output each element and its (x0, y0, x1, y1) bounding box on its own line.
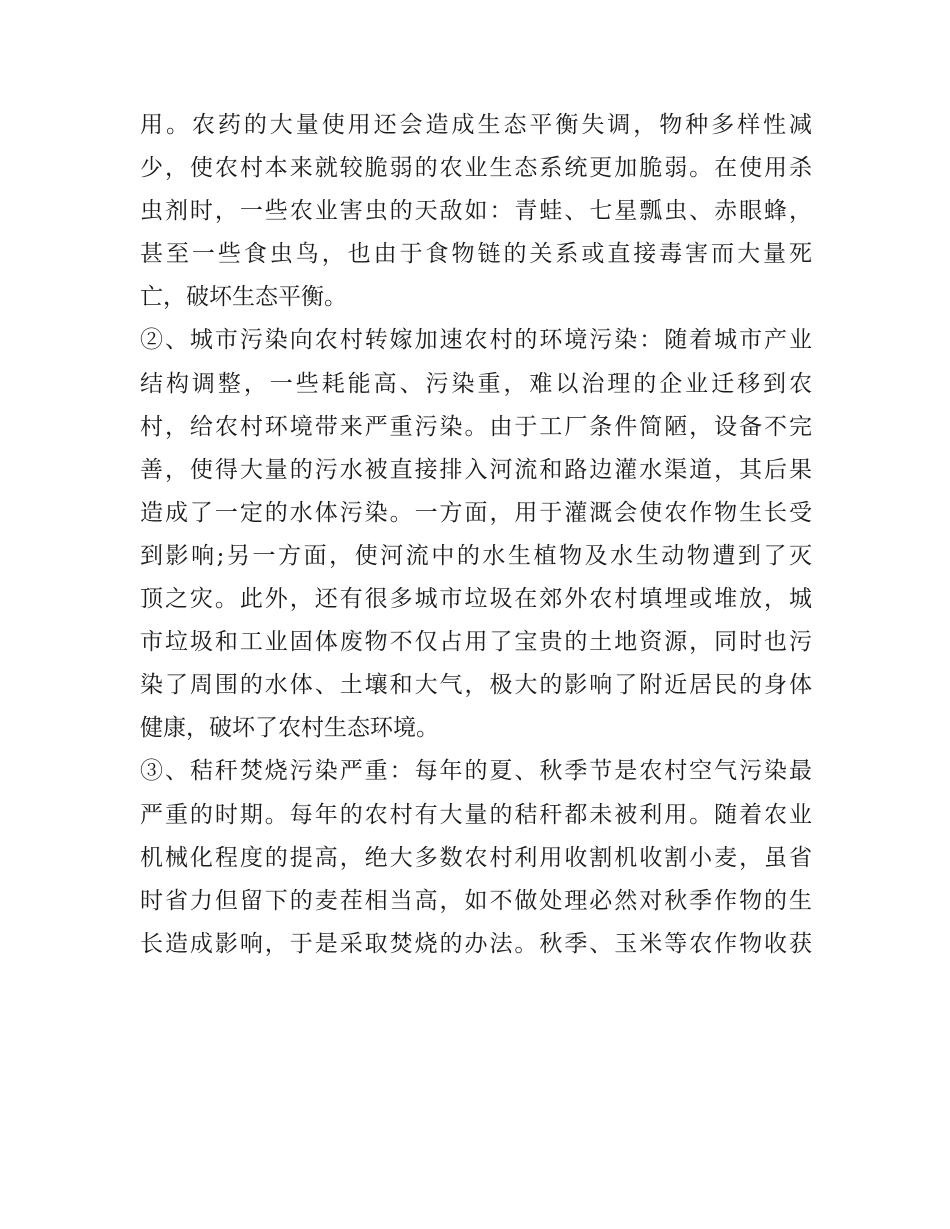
text-line: 村，给农村环境带来严重污染。由于工厂条件简陋，设备不完 (140, 413, 812, 440)
text-line: 亡，破坏生态平衡。 (140, 284, 347, 311)
text-line: 善，使得大量的污水被直接排入河流和路边灌水渠道，其后果 (140, 456, 812, 483)
text-line: 染了周围的水体、土壤和大气，极大的影响了附近居民的身体 (140, 672, 812, 699)
text-line: 顶之灾。此外，还有很多城市垃圾在郊外农村填埋或堆放，城 (140, 586, 812, 613)
text-line: ③、秸秆焚烧污染严重：每年的夏、秋季节是农村空气污染最 (140, 758, 812, 785)
text-line: 甚至一些食虫鸟，也由于食物链的关系或直接毒害而大量死 (140, 241, 812, 268)
text-line: 虫剂时，一些农业害虫的天敌如：青蛙、七星瓢虫、赤眼蜂， (140, 198, 812, 225)
text-line: 到影响;另一方面，使河流中的水生植物及水生动物遭到了灭 (140, 542, 812, 569)
text-line: 用。农药的大量使用还会造成生态平衡失调，物种多样性减 (140, 112, 812, 138)
text-line: ②、城市污染向农村转嫁加速农村的环境污染：随着城市产业 (140, 327, 812, 354)
paragraph-pesticide-continuation (140, 104, 812, 319)
text-line: 造成了一定的水体污染。一方面，用于灌溉会使农作物生长受 (140, 499, 812, 526)
text-line: 健康，破坏了农村生态环境。 (140, 715, 439, 742)
text-line: 长造成影响，于是采取焚烧的办法。秋季、玉米等农作物收获 (140, 930, 812, 957)
text-line: 少，使农村本来就较脆弱的农业生态系统更加脆弱。在使用杀 (140, 155, 812, 182)
text-line: 结构调整，一些耗能高、污染重，难以治理的企业迁移到农 (140, 370, 812, 397)
text-line: 严重的时期。每年的农村有大量的秸秆都未被利用。随着农业 (140, 801, 812, 828)
text-line: 机械化程度的提高，绝大多数农村利用收割机收割小麦，虽省 (140, 844, 812, 871)
text-line: 时省力但留下的麦茬相当高，如不做处理必然对秋季作物的生 (140, 887, 812, 914)
paragraph-straw-burning (140, 750, 812, 965)
paragraph-urban-pollution (140, 319, 812, 750)
body-text (140, 104, 812, 966)
text-line: 市垃圾和工业固体废物不仅占用了宝贵的土地资源，同时也污 (140, 629, 812, 656)
